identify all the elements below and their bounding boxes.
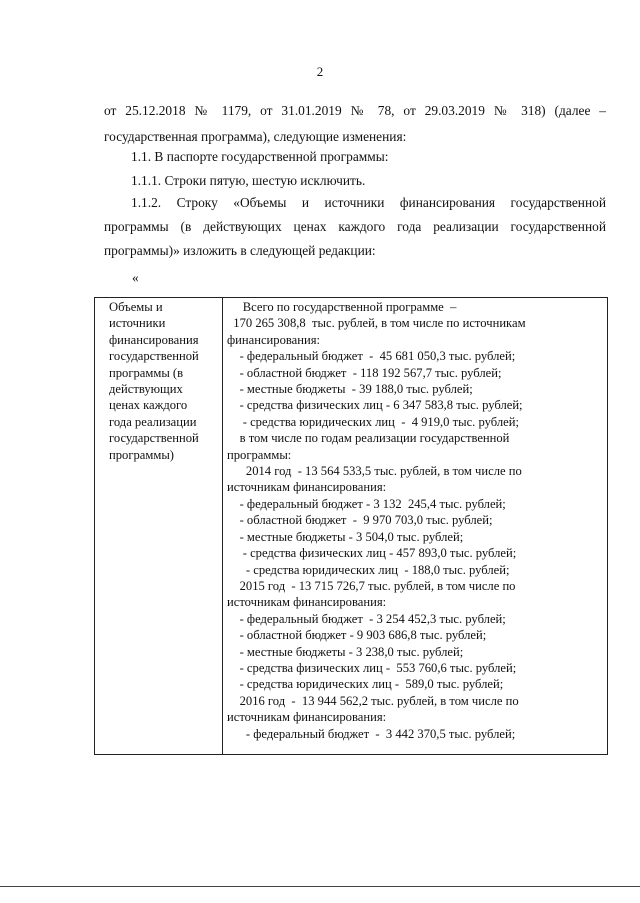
funding-table — [94, 297, 608, 755]
value-line: 2016 год - 13 944 562,2 тыс. рублей, в том числе по — [227, 693, 519, 708]
value-line: - федеральный бюджет - 3 132 245,4 тыс. рублей; — [227, 496, 506, 511]
value-line: 2014 год - 13 564 533,5 тыс. рублей, в том числе по — [227, 464, 522, 479]
value-line: источникам финансирования: — [227, 595, 387, 610]
value-line: - средства физических лиц - 553 760,6 тыс. рублей; — [227, 660, 517, 675]
value-line: программы: — [227, 447, 292, 462]
label-line: ценах каждого — [109, 398, 188, 413]
value-line: - средства юридических лиц - 4 919,0 тыс. рублей; — [227, 414, 519, 429]
item-1-1: 1.1. В паспорте государственной программы: — [131, 149, 389, 164]
value-line: - областной бюджет - 9 970 703,0 тыс. рублей; — [227, 513, 493, 528]
value-line: - федеральный бюджет - 3 442 370,5 тыс. рублей; — [227, 726, 516, 741]
label-line: действующих — [109, 382, 183, 397]
value-line: 170 265 308,8 тыс. рублей, в том числе по источникам — [227, 316, 526, 331]
value-line: - федеральный бюджет - 3 254 452,3 тыс. рублей; — [227, 611, 506, 626]
item-1-1-2 — [104, 191, 606, 263]
intro-line-2: государственная программа), следующие изменения: — [104, 129, 407, 144]
funding-table-label-cell — [95, 298, 223, 754]
label-line: программы) — [109, 447, 174, 462]
label-line: финансирования — [109, 332, 199, 347]
label-line: источники — [109, 316, 166, 331]
value-line: - областной бюджет - 9 903 686,8 тыс. рублей; — [227, 628, 487, 643]
value-line: - местные бюджеты - 3 238,0 тыс. рублей; — [227, 644, 464, 659]
value-line: источникам финансирования: — [227, 710, 387, 725]
item-1-1-2-line-1: 1.1.2. Строку «Объемы и источники финансирования государственной — [131, 195, 606, 210]
value-line: источникам финансирования: — [227, 480, 387, 495]
funding-table-value-cell — [223, 298, 607, 754]
value-line: - местные бюджеты - 39 188,0 тыс. рублей; — [227, 382, 473, 397]
value-line: 2015 год - 13 715 726,7 тыс. рублей, в том числе по — [227, 578, 516, 593]
scan-bottom-edge — [0, 886, 640, 887]
value-line: финансирования: — [227, 332, 321, 347]
value-line: - местные бюджеты - 3 504,0 тыс. рублей; — [227, 529, 464, 544]
opening-quote: « — [132, 270, 139, 285]
page-number: 2 — [316, 64, 324, 79]
value-line: - средства физических лиц - 6 347 583,8 тыс. рублей; — [227, 398, 523, 413]
label-line: Объемы и — [109, 300, 163, 314]
value-line: - средства юридических лиц - 188,0 тыс. рублей; — [227, 562, 510, 577]
label-line: государственной — [109, 349, 199, 364]
value-line: Всего по государственной программе – — [227, 300, 457, 314]
value-line: - областной бюджет - 118 192 567,7 тыс. рублей; — [227, 365, 502, 380]
value-line: - средства физических лиц - 457 893,0 тыс. рублей; — [227, 546, 517, 561]
label-line: года реализации — [109, 414, 197, 429]
value-line: в том числе по годам реализации государственной — [227, 431, 510, 446]
item-1-1-2-line-3: программы)» изложить в следующей редакции: — [104, 243, 376, 258]
intro-line-1: от 25.12.2018 № 1179, от 31.01.2019 № 78, от 29.03.2019 № 318) (далее – — [104, 103, 606, 118]
intro-paragraph — [104, 98, 606, 150]
item-1-1-1: 1.1.1. Строки пятую, шестую исключить. — [131, 173, 366, 188]
label-line: государственной — [109, 431, 199, 446]
label-line: программы (в — [109, 365, 184, 380]
value-line: - федеральный бюджет - 45 681 050,3 тыс. рублей; — [227, 349, 516, 364]
item-1-1-2-line-2: программы (в действующих ценах каждого года реализации государственной — [104, 219, 606, 234]
value-line: - средства юридических лиц - 589,0 тыс. рублей; — [227, 677, 504, 692]
